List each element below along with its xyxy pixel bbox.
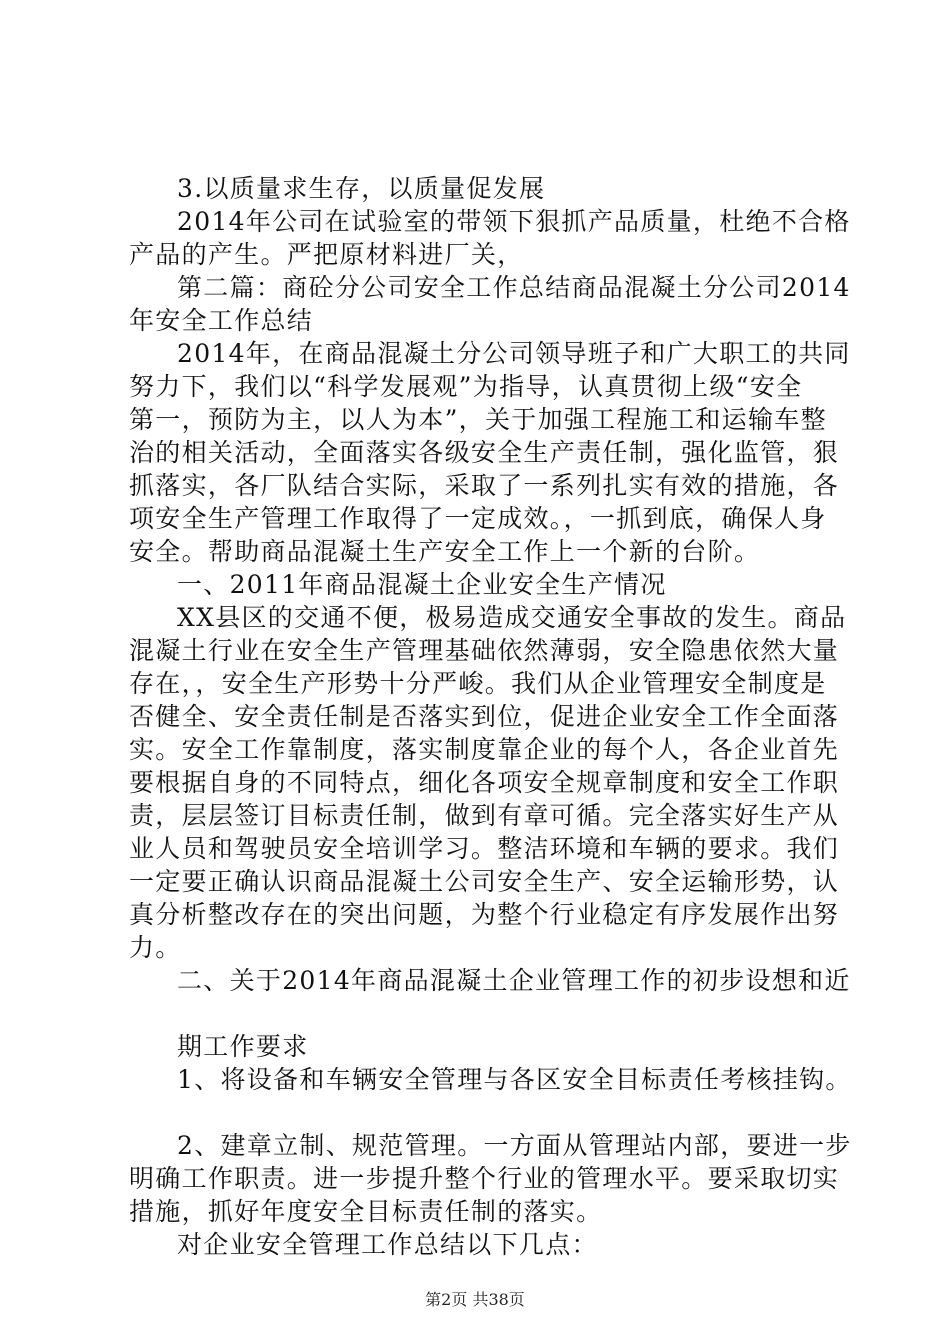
paragraph-line: 否健全、安全责任制是否落实到位，促进企业安全工作全面落 (129, 702, 840, 731)
paragraph-line: 年安全工作总结 (129, 306, 314, 335)
paragraph-line: 第一，预防为主，以人为本”，关于加强工程施工和运输车整 (129, 405, 827, 434)
paragraph-line: 第二篇：商砼分公司安全工作总结商品混凝土分公司2014 (177, 273, 851, 302)
page-number: 第2页 共38页 (425, 1290, 525, 1309)
paragraph-line: 措施，抓好年度安全目标责任制的落实。 (129, 1197, 603, 1226)
paragraph-line: 2、建章立制、规范管理。一方面从管理站内部，要进一步 (177, 1131, 852, 1160)
paragraph-line: 责，层层签订目标责任制，做到有章可循。完全落实好生产从 (129, 801, 840, 830)
paragraph-line: 产品的产生。严把原材料进厂关， (129, 240, 524, 269)
paragraph-line: 明确工作职责。进一步提升整个行业的管理水平。要采取切实 (129, 1164, 840, 1193)
paragraph-line: 治的相关活动，全面落实各级安全生产责任制，强化监管，狠 (129, 438, 840, 467)
paragraph-line: 混凝土行业在安全生产管理基础依然薄弱，安全隐患依然大量 (129, 636, 840, 665)
paragraph-line: 2014年，在商品混凝土分公司领导班子和广大职工的共同 (177, 339, 851, 368)
section-heading-continued: 期工作要求 (177, 1032, 309, 1061)
paragraph-line: 要根据自身的不同特点，细化各项安全规章制度和安全工作职 (129, 768, 840, 797)
paragraph-line: 2014年公司在试验室的带领下狠抓产品质量，杜绝不合格 (177, 207, 851, 236)
paragraph-line: 对企业安全管理工作总结以下几点： (177, 1230, 598, 1259)
paragraph-line: 努力下，我们以“科学发展观”为指导，认真贯彻上级“安全 (129, 372, 803, 401)
paragraph-line: 1、将设备和车辆安全管理与各区安全目标责任考核挂钩。 (177, 1065, 852, 1094)
paragraph-line: 实。安全工作靠制度，落实制度靠企业的每个人，各企业首先 (129, 735, 840, 764)
paragraph-line: 一定要正确认识商品混凝土公司安全生产、安全运输形势，认 (129, 867, 840, 896)
paragraph-line: XX县区的交通不便，极易造成交通安全事故的发生。商品 (177, 603, 847, 632)
section-heading: 一、2011年商品混凝土企业安全生产情况 (177, 570, 667, 599)
section-heading: 二、关于2014年商品混凝土企业管理工作的初步设想和近 (177, 966, 851, 995)
paragraph-line: 业人员和驾驶员安全培训学习。整洁环境和车辆的要求。我们 (129, 834, 840, 863)
paragraph-line: 力。 (129, 933, 182, 962)
paragraph-line: 存在，，安全生产形势十分严峻。我们从企业管理安全制度是 (129, 669, 827, 698)
paragraph-line: 安全。帮助商品混凝土生产安全工作上一个新的台阶。 (129, 537, 761, 566)
paragraph-line: 3.以质量求生存，以质量促发展 (177, 174, 546, 203)
paragraph-line: 真分析整改存在的突出问题，为整个行业稳定有序发展作出努 (129, 900, 840, 929)
paragraph-line: 项安全生产管理工作取得了一定成效。，一抓到底，确保人身 (129, 504, 827, 533)
paragraph-line: 抓落实，各厂队结合实际，采取了一系列扎实有效的措施，各 (129, 471, 840, 500)
